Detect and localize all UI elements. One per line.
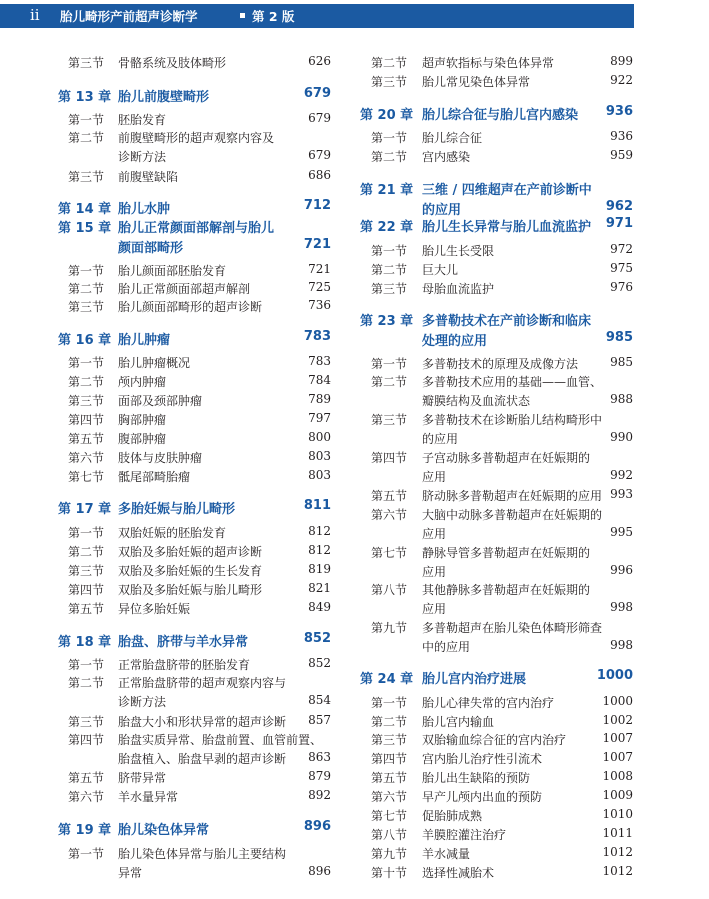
page-ref: 1010 <box>602 807 633 821</box>
section-number: 第二节 <box>371 56 408 70</box>
page-ref: 1009 <box>602 788 633 802</box>
page-ref: 803 <box>308 449 331 463</box>
page-ref: 1000 <box>602 694 633 708</box>
section-number: 第八节 <box>371 583 408 597</box>
section-title: 大脑中动脉多普勒超声在妊娠期的 <box>422 508 603 522</box>
section-number: 第一节 <box>68 264 105 278</box>
section-title: 正常胎盘脐带的超声观察内容与 <box>118 676 287 690</box>
section-number: 第三节 <box>68 170 105 184</box>
section-title: 异位多胎妊娠 <box>118 602 191 616</box>
chapter-title: 胎儿宫内治疗进展 <box>422 672 527 687</box>
section-title: 应用 <box>422 602 447 616</box>
section-number: 第五节 <box>68 602 105 616</box>
section-title: 诊断方法 <box>118 150 167 164</box>
section-title: 肢体与皮肤肿瘤 <box>118 451 203 465</box>
page-ref: 811 <box>303 498 331 513</box>
chapter-title: 胎儿正常颜面部解剖与胎儿 <box>118 221 275 236</box>
section-number: 第一节 <box>371 131 408 145</box>
section-number: 第二节 <box>371 150 408 164</box>
page-ref: 783 <box>303 329 331 344</box>
page-ref: 879 <box>308 769 331 783</box>
section-title: 骨骼系统及肢体畸形 <box>118 56 227 70</box>
page-ref: 995 <box>610 525 633 539</box>
section-title: 瓣膜结构及血流状态 <box>422 394 531 408</box>
page-ref: 1008 <box>602 769 633 783</box>
section-number: 第十节 <box>371 866 408 880</box>
chapter-number: 第 23 章 <box>360 314 414 329</box>
section-title: 胎盘大小和形状异常的超声诊断 <box>118 715 287 729</box>
section-title: 胎儿颜面部畸形的超声诊断 <box>118 300 263 314</box>
section-title: 多普勒技术应用的基础——血管、 <box>422 375 603 389</box>
section-title: 双胎及多胎妊娠的超声诊断 <box>118 545 263 559</box>
section-title: 胎盘实质异常、胎盘前置、血管前置、 <box>118 733 323 747</box>
page-ref: 1007 <box>602 750 633 764</box>
section-title: 多普勒技术的原理及成像方法 <box>422 357 579 371</box>
section-number: 第二节 <box>371 263 408 277</box>
page-ref: 819 <box>308 562 331 576</box>
page-ref: 721 <box>308 262 331 276</box>
page-ref: 812 <box>308 524 331 538</box>
page-ref: 896 <box>308 864 331 878</box>
section-number: 第九节 <box>371 621 408 635</box>
page-ref: 988 <box>610 392 633 406</box>
section-title: 胸部肿瘤 <box>118 413 167 427</box>
chapter-number: 第 13 章 <box>58 90 112 105</box>
section-title: 多普勒技术在诊断胎儿结构畸形中 <box>422 413 603 427</box>
chapter-title: 处理的应用 <box>422 334 488 349</box>
section-title: 子宫动脉多普勒超声在妊娠期的 <box>422 451 591 465</box>
section-number: 第二节 <box>68 375 105 389</box>
section-title: 胎儿宫内输血 <box>422 715 495 729</box>
section-number: 第四节 <box>68 733 105 747</box>
section-number: 第五节 <box>68 432 105 446</box>
page-ref: 679 <box>308 148 331 162</box>
section-title: 腹部肿瘤 <box>118 432 167 446</box>
page-ref: 892 <box>308 788 331 802</box>
section-number: 第六节 <box>371 790 408 804</box>
section-number: 第二节 <box>371 715 408 729</box>
chapter-title: 的应用 <box>422 203 462 218</box>
page-ref: 849 <box>308 600 331 614</box>
page-ref: 812 <box>308 543 331 557</box>
section-title: 双胎及多胎妊娠与胎儿畸形 <box>118 583 263 597</box>
chapter-number: 第 20 章 <box>360 108 414 123</box>
section-number: 第三节 <box>68 564 105 578</box>
page-ref: 936 <box>605 104 633 119</box>
section-title: 诊断方法 <box>118 695 167 709</box>
section-number: 第二节 <box>68 676 105 690</box>
section-title: 双胎妊娠的胚胎发育 <box>118 526 227 540</box>
section-title: 脐动脉多普勒超声在妊娠期的应用 <box>422 489 603 503</box>
section-number: 第一节 <box>68 356 105 370</box>
section-title: 应用 <box>422 527 447 541</box>
section-title: 面部及颈部肿瘤 <box>118 394 203 408</box>
page-ref: 712 <box>303 198 331 213</box>
page-ref: 985 <box>610 355 633 369</box>
page-ref: 998 <box>610 638 633 652</box>
chapter-title: 胎儿综合征与胎儿宫内感染 <box>422 108 579 123</box>
page-ref: 784 <box>308 373 331 387</box>
section-title: 其他静脉多普勒超声在妊娠期的 <box>422 583 591 597</box>
page-ref: 992 <box>610 468 633 482</box>
page-ref: 1012 <box>602 864 633 878</box>
page-ref: 721 <box>303 237 331 252</box>
section-number: 第九节 <box>371 847 408 861</box>
section-title: 异常 <box>118 866 143 880</box>
section-number: 第一节 <box>68 847 105 861</box>
section-number: 第一节 <box>68 526 105 540</box>
section-number: 第七节 <box>371 809 408 823</box>
section-title: 正常胎盘脐带的胚胎发育 <box>118 658 251 672</box>
section-title: 胎儿颜面部胚胎发育 <box>118 264 227 278</box>
section-number: 第五节 <box>371 489 408 503</box>
page-ref: 626 <box>308 54 331 68</box>
chapter-title: 胎儿肿瘤 <box>118 333 171 348</box>
section-number: 第六节 <box>371 508 408 522</box>
section-title: 骶尾部畸胎瘤 <box>118 470 191 484</box>
section-number: 第三节 <box>68 56 105 70</box>
section-title: 胎儿常见染色体异常 <box>422 75 531 89</box>
section-number: 第三节 <box>68 300 105 314</box>
page-ref: 852 <box>308 656 331 670</box>
section-title: 胎儿肿瘤概况 <box>118 356 191 370</box>
page-ref: 821 <box>308 581 331 595</box>
page-ref: 679 <box>303 86 331 101</box>
section-number: 第三节 <box>371 733 408 747</box>
section-number: 第四节 <box>371 451 408 465</box>
section-title: 母胎血流监护 <box>422 282 495 296</box>
section-number: 第五节 <box>371 771 408 785</box>
page-ref: 789 <box>308 392 331 406</box>
section-title: 巨大儿 <box>422 263 459 277</box>
section-number: 第四节 <box>371 752 408 766</box>
section-title: 胎儿生长受限 <box>422 244 495 258</box>
page-ref: 959 <box>610 148 633 162</box>
page-ref: 899 <box>610 54 633 68</box>
page-ref: 985 <box>605 330 633 345</box>
section-number: 第一节 <box>371 244 408 258</box>
section-number: 第三节 <box>371 413 408 427</box>
section-number: 第三节 <box>68 715 105 729</box>
section-number: 第三节 <box>68 394 105 408</box>
section-title: 多普勒超声在胎儿染色体畸形筛查 <box>422 621 603 635</box>
page-ref: 1012 <box>602 845 633 859</box>
page-ref: 998 <box>610 600 633 614</box>
page-ref: 972 <box>610 242 633 256</box>
chapter-number: 第 14 章 <box>58 202 112 217</box>
chapter-number: 第 19 章 <box>58 823 112 838</box>
chapter-number: 第 21 章 <box>360 183 414 198</box>
page-ref: 1000 <box>596 668 633 683</box>
page-number: ii <box>30 6 40 24</box>
section-number: 第三节 <box>371 282 408 296</box>
section-title: 胎儿染色体异常与胎儿主要结构 <box>118 847 287 861</box>
section-number: 第二节 <box>68 131 105 145</box>
section-title: 胎儿综合征 <box>422 131 483 145</box>
page-ref: 854 <box>308 693 331 707</box>
page-ref: 797 <box>308 411 331 425</box>
section-title: 双胎及多胎妊娠的生长发育 <box>118 564 263 578</box>
chapter-title: 多胎妊娠与胎儿畸形 <box>118 502 236 517</box>
page-ref: 1002 <box>602 713 633 727</box>
page-ref: 852 <box>303 631 331 646</box>
section-title: 羊水量异常 <box>118 790 179 804</box>
page-ref: 800 <box>308 430 331 444</box>
chapter-title: 胎儿前腹壁畸形 <box>118 90 210 105</box>
section-number: 第七节 <box>371 546 408 560</box>
section-number: 第一节 <box>68 658 105 672</box>
section-title: 的应用 <box>422 432 459 446</box>
section-title: 早产儿颅内出血的预防 <box>422 790 543 804</box>
section-number: 第五节 <box>68 771 105 785</box>
page-ref: 896 <box>303 819 331 834</box>
chapter-title: 胎儿生长异常与胎儿血流监护 <box>422 220 592 235</box>
page-ref: 783 <box>308 354 331 368</box>
page-ref: 971 <box>605 216 633 231</box>
section-number: 第四节 <box>68 413 105 427</box>
page-ref: 996 <box>610 563 633 577</box>
page-ref: 1011 <box>602 826 633 840</box>
page-ref: 725 <box>308 280 331 294</box>
section-title: 选择性减胎术 <box>422 866 495 880</box>
section-number: 第七节 <box>68 470 105 484</box>
page-ref: 1007 <box>602 731 633 745</box>
chapter-number: 第 18 章 <box>58 635 112 650</box>
chapter-title: 多普勒技术在产前诊断和临床 <box>422 314 592 329</box>
chapter-number: 第 24 章 <box>360 672 414 687</box>
page-ref: 736 <box>308 298 331 312</box>
section-title: 羊水减量 <box>422 847 471 861</box>
section-title: 静脉导管多普勒超声在妊娠期的 <box>422 546 591 560</box>
page-ref: 863 <box>308 750 331 764</box>
book-title: 胎儿畸形产前超声诊断学 <box>60 9 198 24</box>
section-title: 胎儿正常颜面部超声解剖 <box>118 282 251 296</box>
page-ref: 993 <box>610 487 633 501</box>
chapter-number: 第 15 章 <box>58 221 112 236</box>
chapter-title: 胎儿水肿 <box>118 202 171 217</box>
page-ref: 803 <box>308 468 331 482</box>
section-title: 羊膜腔灌注治疗 <box>422 828 507 842</box>
page-ref: 922 <box>610 73 633 87</box>
section-title: 双胎输血综合征的宫内治疗 <box>422 733 567 747</box>
section-title: 脐带异常 <box>118 771 167 785</box>
section-title: 超声软指标与染色体异常 <box>422 56 555 70</box>
section-number: 第六节 <box>68 451 105 465</box>
section-title: 促胎肺成熟 <box>422 809 483 823</box>
chapter-number: 第 17 章 <box>58 502 112 517</box>
page-ref: 686 <box>308 168 331 182</box>
section-number: 第一节 <box>68 113 105 127</box>
chapter-title: 胎盘、脐带与羊水异常 <box>118 635 249 650</box>
section-number: 第二节 <box>68 545 105 559</box>
section-title: 颅内肿瘤 <box>118 375 167 389</box>
chapter-title: 胎儿染色体异常 <box>118 823 210 838</box>
page-ref: 857 <box>308 713 331 727</box>
section-title: 宫内感染 <box>422 150 471 164</box>
page-ref: 936 <box>610 129 633 143</box>
chapter-number: 第 16 章 <box>58 333 112 348</box>
page-ref: 679 <box>308 111 331 125</box>
section-title: 胎盘植入、胎盘早剥的超声诊断 <box>118 752 287 766</box>
section-number: 第二节 <box>68 282 105 296</box>
section-number: 第一节 <box>371 357 408 371</box>
section-title: 胎儿出生缺陷的预防 <box>422 771 531 785</box>
section-title: 宫内胎儿治疗性引流术 <box>422 752 543 766</box>
page-ref: 976 <box>610 280 633 294</box>
chapter-title: 颜面部畸形 <box>118 241 184 256</box>
section-title: 前腹壁缺陷 <box>118 170 179 184</box>
page-ref: 962 <box>605 199 633 214</box>
chapter-number: 第 22 章 <box>360 220 414 235</box>
section-title: 胎儿心律失常的宫内治疗 <box>422 696 555 710</box>
section-title: 应用 <box>422 470 447 484</box>
edition-label: 第 2 版 <box>252 9 295 24</box>
section-title: 中的应用 <box>422 640 471 654</box>
section-title: 应用 <box>422 565 447 579</box>
section-number: 第一节 <box>371 696 408 710</box>
page-ref: 990 <box>610 430 633 444</box>
section-number: 第四节 <box>68 583 105 597</box>
section-number: 第二节 <box>371 375 408 389</box>
section-title: 前腹壁畸形的超声观察内容及 <box>118 131 275 145</box>
section-number: 第八节 <box>371 828 408 842</box>
section-number: 第六节 <box>68 790 105 804</box>
section-number: 第三节 <box>371 75 408 89</box>
page-ref: 975 <box>610 261 633 275</box>
chapter-title: 三维 / 四维超声在产前诊断中 <box>422 183 592 198</box>
section-title: 胚胎发育 <box>118 113 167 127</box>
